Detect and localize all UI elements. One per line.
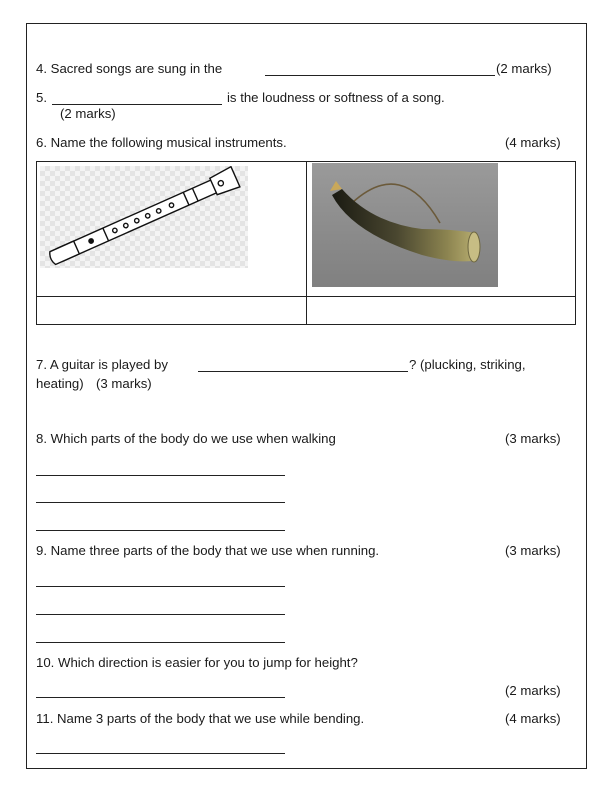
- table-row-divider: [37, 296, 575, 297]
- question-4-marks: (2 marks): [496, 61, 552, 76]
- question-11-text: 11. Name 3 parts of the body that we use while bending.: [36, 711, 365, 726]
- answer-line: [36, 475, 285, 476]
- question-6-marks: (4 marks): [505, 135, 561, 150]
- question-11-marks: (4 marks): [505, 711, 561, 726]
- question-7-marks: (3 marks): [96, 376, 152, 391]
- question-7-text-options: ? (plucking, striking,: [409, 357, 526, 372]
- question-10-marks: (2 marks): [505, 683, 561, 698]
- horn-icon: [312, 163, 498, 287]
- question-9-marks: (3 marks): [505, 543, 561, 558]
- question-5-number: 5.: [36, 90, 47, 105]
- question-7-text-start: 7. A guitar is played by: [36, 357, 168, 372]
- question-9-text: 9. Name three parts of the body that we use when running.: [36, 543, 380, 558]
- answer-line: [36, 753, 285, 754]
- recorder-icon: [40, 166, 250, 268]
- question-6-text: 6. Name the following musical instruments.: [36, 135, 287, 150]
- answer-line: [36, 642, 285, 643]
- answer-line: [36, 502, 285, 503]
- question-4-answer-line: [265, 75, 495, 76]
- table-column-divider: [306, 162, 307, 324]
- answer-line: [36, 530, 285, 531]
- answer-line: [36, 697, 285, 698]
- question-4-text: 4. Sacred songs are sung in the: [36, 61, 223, 76]
- question-5-marks: (2 marks): [60, 106, 116, 121]
- question-8-marks: (3 marks): [505, 431, 561, 446]
- question-7-text-heating: heating): [36, 376, 84, 391]
- question-8-text: 8. Which parts of the body do we use when walking: [36, 431, 336, 446]
- answer-line: [36, 586, 285, 587]
- question-10-text: 10. Which direction is easier for you to jump for height?: [36, 655, 358, 670]
- question-5-text: is the loudness or softness of a song.: [227, 90, 445, 105]
- question-7-answer-line: [198, 371, 408, 372]
- answer-line: [36, 614, 285, 615]
- question-5-answer-line: [52, 104, 222, 105]
